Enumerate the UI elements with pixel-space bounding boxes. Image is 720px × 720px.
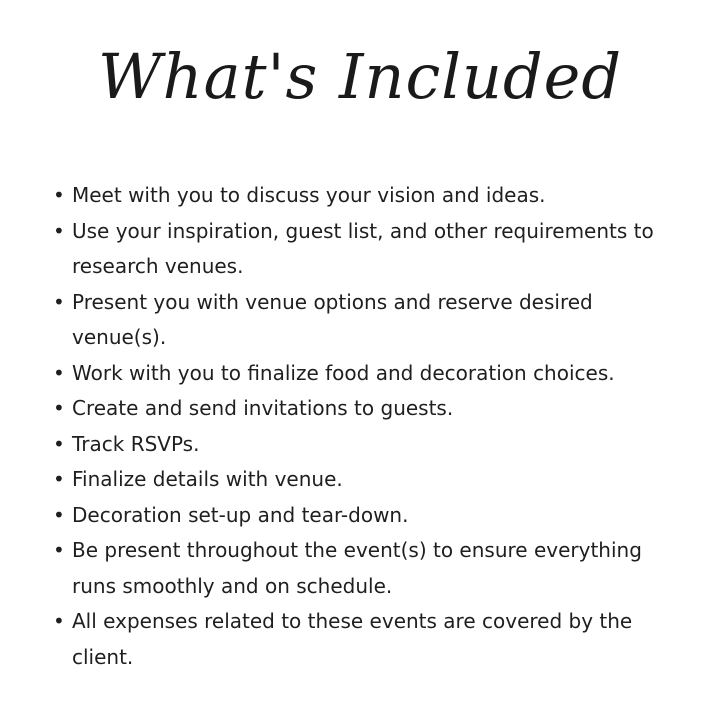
list-item-text: Present you with venue options and reserve desired venue(s). [72, 289, 593, 349]
list-item-text: Meet with you to discuss your vision and ideas. [72, 183, 546, 207]
bullet-icon: • [53, 218, 65, 243]
list-item-text: Be present throughout the event(s) to ensure everything runs smoothly and on schedule. [72, 538, 642, 598]
list-item-text: Track RSVPs. [72, 431, 200, 456]
list-item [50, 285, 680, 356]
bullet-icon: • [53, 396, 65, 420]
list-item [50, 427, 680, 463]
list-item [50, 498, 680, 534]
list-item [50, 391, 680, 427]
bullet-icon: • [53, 609, 65, 633]
list-item-text: Work with you to finalize food and decoration choices. [72, 360, 615, 385]
list-item-text: Finalize details with venue. [72, 467, 343, 491]
bullet-icon: • [53, 431, 65, 456]
bullet-icon: • [53, 183, 65, 207]
bullet-icon: • [53, 502, 65, 527]
list-item [50, 356, 680, 392]
list-item [50, 178, 680, 214]
page-title: What's Included [97, 40, 623, 113]
included-list [50, 178, 680, 675]
list-item-text: Decoration set-up and tear-down. [72, 502, 409, 527]
list-item-text: Create and send invitations to guests. [72, 396, 454, 420]
list-item [50, 533, 680, 604]
list-item-text: Use your inspiration, guest list, and other requirements to research venues. [72, 218, 654, 278]
bullet-icon: • [53, 538, 65, 562]
list-item [50, 462, 680, 498]
list-item-text: All expenses related to these events are covered by the client. [72, 609, 633, 669]
bullet-icon: • [53, 360, 65, 385]
bullet-icon: • [53, 289, 65, 314]
list-item [50, 604, 680, 675]
list-item [50, 214, 680, 285]
bullet-icon: • [53, 467, 65, 491]
